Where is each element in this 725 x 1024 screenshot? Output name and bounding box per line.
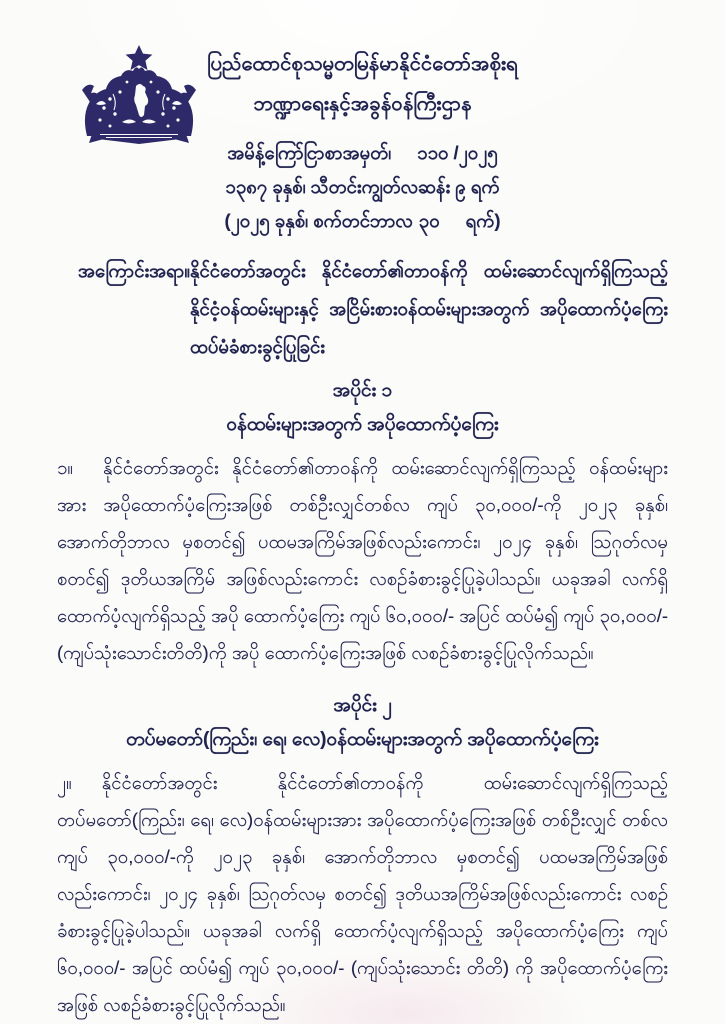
government-title: ပြည်ထောင်စုသမ္မတမြန်မာနိုင်ငံတော်အစိုးရ bbox=[207, 53, 518, 75]
date-gregorian-close: ရက်) bbox=[465, 210, 501, 231]
paragraph-1-text: နိုင်ငံတော်အတွင်း နိုင်ငံတော်၏တာဝန်ကို ထမ်းဆောင်လျက်ရှိကြသည့် ဝန်ထမ်းများအား အပိုထောက်ပံ့ကြေးအဖြစ် တစ်ဦးလျှင်တစ်လ ကျပ် ၃၀,၀၀၀/-ကို ၂၀၂၃ ခုနှစ်၊ အောက်တိုဘာလ မှစတင်၍ ပထမအကြိမ်အဖြစ်လည်းကောင်း၊ ၂၀၂၄ ခုနှစ်၊ ဩဂုတ်လမှစတင်၍ ဒုတိယအကြိမ် အဖြစ်လည်းကောင်း လစဉ်ခံစားခွင့်ပြုခဲ့ပါသည်။ ယခုအခါ လက်ရှိထောက်ပံ့လျက်ရှိသည့် အပို ထောက်ပံ့ကြေး ကျပ် ၆၀,၀၀၀/- အပြင် ထပ်မံ၍ ကျပ် ၃၀,၀၀၀/-(ကျပ်သုံးသောင်းတိတိ)ကို အပို ထောက်ပံ့ကြေးအဖြစ် လစဉ်ခံစားခွင့်ပြုလိုက်သည်။ bbox=[57, 457, 668, 663]
section-1-paragraph bbox=[57, 449, 668, 671]
notification-meta bbox=[57, 136, 668, 238]
paragraph-2-number: ၂။ bbox=[57, 772, 72, 793]
date-gregorian-day: ၃၀ bbox=[418, 210, 440, 231]
section-1-part-title: ဝန်ထမ်းများအတွက် အပိုထောက်ပံ့ကြေး bbox=[226, 414, 499, 435]
date-myanmar-calendar: ၁၃၈၇ ခုနှစ်၊ သီတင်းကျွတ်လဆန်း ၉ ရက် bbox=[225, 176, 500, 197]
notification-label: အမိန့်ကြော်ငြာစာအမှတ်၊ bbox=[227, 142, 392, 163]
subject-label: အကြောင်းအရာ။ bbox=[78, 260, 190, 281]
subject-row bbox=[57, 252, 668, 366]
date-gregorian bbox=[57, 204, 668, 238]
notification-number: ၁၁၀ /၂၀၂၅ bbox=[417, 142, 498, 163]
section-2-paragraph bbox=[57, 764, 668, 1023]
notification-number-line bbox=[57, 136, 668, 170]
ministry-title: ဘဏ္ဍာရေးနှင့်အခွန်ဝန်ကြီးဌာန bbox=[253, 93, 472, 115]
subject-text: နိုင်ငံတော်အတွင်း နိုင်ငံတော်၏တာဝန်ကို ထမ်းဆောင်လျက်ရှိကြသည့် နိုင်ငံ့ဝန်ထမ်းများနှင့် အငြိမ်းစားဝန်ထမ်းများအတွက် အပိုထောက်ပံ့ကြေး ထပ်မံခံစားခွင့်ပြုခြင်း bbox=[189, 260, 668, 357]
date-gregorian-open: (၂၀၂၅ ခုနှစ်၊ စက်တင်ဘာလ bbox=[224, 210, 413, 231]
paragraph-1-number: ၁။ bbox=[57, 457, 74, 478]
section-1-part-label: အပိုင်း ၁ bbox=[332, 380, 393, 401]
paragraph-2-text: နိုင်ငံတော်အတွင်း နိုင်ငံတော်၏တာဝန်ကို ထမ်းဆောင်လျက်ရှိကြသည့် တပ်မတော်(ကြည်း၊ ရေ၊ လေ)ဝန်ထမ်းများအား အပိုထောက်ပံ့ကြေးအဖြစ် တစ်ဦးလျှင် တစ်လ ကျပ် ၃၀,၀၀၀/-ကို ၂၀၂၃ ခုနှစ်၊ အောက်တိုဘာလ မှစတင်၍ ပထမအကြိမ်အဖြစ်လည်းကောင်း၊ ၂၀၂၄ ခုနှစ်၊ ဩဂုတ်လမှ စတင်၍ ဒုတိယအကြိမ်အဖြစ်လည်းကောင်း လစဉ်ခံစားခွင့်ပြုခဲ့ပါသည်။ ယခုအခါ လက်ရှိ ထောက်ပံ့လျက်ရှိသည့် အပိုထောက်ပံ့ကြေး ကျပ် ၆၀,၀၀၀/- အပြင် ထပ်မံ၍ ကျပ် ၃၀,၀၀၀/- (ကျပ်သုံးသောင်း တိတိ) ကို အပိုထောက်ပံ့ကြေးအဖြစ် လစဉ်ခံစားခွင့်ပြုလိုက်သည်။ bbox=[57, 772, 668, 1015]
section-2-part-label: အပိုင်း ၂ bbox=[333, 695, 392, 716]
section-2-part-title: တပ်မတော်(ကြည်း၊ ရေ၊ လေ)ဝန်ထမ်းများအတွက် အပိုထောက်ပံ့ကြေး bbox=[126, 729, 599, 750]
